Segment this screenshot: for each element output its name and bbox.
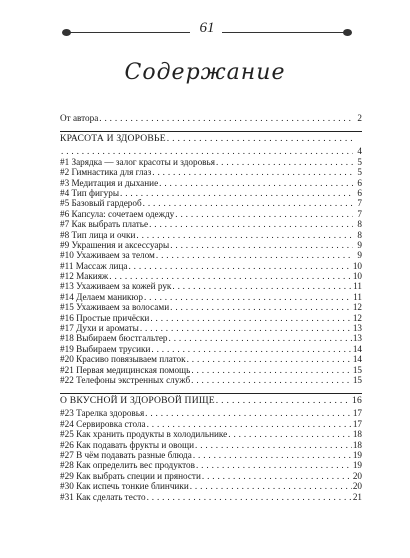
- toc-entry-label: #27 В чём подавать разные блюда: [60, 449, 192, 460]
- toc-entry[interactable]: [60, 408, 362, 418]
- dot-leader: [150, 313, 351, 323]
- toc-entry-label: #29 Как выбрать специи и пряности: [60, 470, 201, 481]
- toc-entry[interactable]: [60, 230, 362, 240]
- toc-entry-intro[interactable]: [60, 113, 362, 123]
- dot-leader: [140, 323, 352, 333]
- toc-entry-label: #17 Духи и ароматы: [60, 323, 139, 334]
- section-heading-label: О ВКУСНОЙ И ЗДОРОВОЙ ПИЩЕ: [60, 395, 215, 407]
- section-heading-label: КРАСОТА И ЗДОРОВЬЕ: [60, 133, 166, 145]
- dot-leader: [172, 281, 352, 291]
- toc-entry-page: 19: [352, 460, 362, 471]
- dot-leader: [170, 240, 353, 250]
- toc-entry-label: #25 Как хранить продукты в холодильнике: [60, 429, 228, 440]
- toc-section-lead[interactable]: [60, 146, 362, 156]
- toc-entry-page: 13: [352, 323, 362, 334]
- toc-entry[interactable]: [60, 292, 362, 302]
- toc-entry-label: #7 Как выбрать платье: [60, 219, 149, 230]
- toc-entry-page: 7: [357, 198, 362, 209]
- toc-section-heading[interactable]: [60, 134, 362, 146]
- dot-leader: [61, 146, 353, 156]
- dot-leader: [152, 167, 353, 177]
- toc-entry-label: #19 Выбираем трусики: [60, 343, 151, 354]
- toc-entry[interactable]: [60, 281, 362, 291]
- dot-leader: [144, 292, 352, 302]
- dot-leader: [136, 230, 353, 240]
- toc-entry-label: #28 Как определить вес продуктов: [60, 460, 195, 471]
- toc-entry-page: 9: [357, 250, 362, 261]
- toc-entry-label: #2 Гимнастика для глаз: [60, 167, 152, 178]
- dot-leader: [190, 481, 352, 491]
- dot-leader: [120, 188, 353, 198]
- toc-entry[interactable]: [60, 188, 362, 198]
- dot-leader: [195, 440, 352, 450]
- toc-entry[interactable]: [60, 157, 362, 167]
- toc-entry-page: 17: [352, 418, 362, 429]
- dot-leader: [216, 157, 353, 167]
- dot-leader: [187, 354, 352, 364]
- toc-entry-label: #22 Телефоны экстренных служб: [60, 374, 191, 385]
- toc-entry[interactable]: [60, 492, 362, 502]
- page-header: [62, 14, 352, 48]
- toc-entry[interactable]: [60, 313, 362, 323]
- toc-entry[interactable]: [60, 365, 362, 375]
- toc-entry-page: 7: [357, 208, 362, 219]
- toc-entry[interactable]: [60, 419, 362, 429]
- dot-leader: [143, 198, 353, 208]
- dot-leader: [170, 302, 352, 312]
- toc-entry[interactable]: [60, 250, 362, 260]
- toc-entry-label: #18 Выбираем бюстгальтер: [60, 333, 168, 344]
- toc-entry-page: 6: [357, 177, 362, 188]
- dot-leader: [202, 471, 352, 481]
- toc-entry[interactable]: [60, 219, 362, 229]
- toc-entry-label: #20 Красиво повязываем платок: [60, 354, 186, 365]
- dot-leader: [191, 375, 352, 385]
- dot-leader: [156, 250, 353, 260]
- toc-entry-page: 15: [352, 364, 362, 375]
- toc-entry[interactable]: [60, 375, 362, 385]
- toc-entry-label: #9 Украшения и аксессуары: [60, 239, 170, 250]
- toc-entry-page: 9: [357, 239, 362, 250]
- toc-entry-label: #12 Макияж: [60, 271, 109, 282]
- toc-entry-page: 18: [352, 439, 362, 450]
- dot-leader: [216, 396, 351, 406]
- dot-leader: [99, 113, 353, 123]
- dot-leader: [191, 365, 351, 375]
- toc-entry-page: 12: [352, 312, 362, 323]
- toc-entry[interactable]: [60, 167, 362, 177]
- toc-entry-label: #21 Первая медицинская помощь: [60, 364, 191, 375]
- dot-leader: [151, 344, 351, 354]
- toc-entry[interactable]: [60, 302, 362, 312]
- toc-section: [60, 393, 362, 502]
- toc-entry[interactable]: [60, 429, 362, 439]
- header-rule-right: [222, 32, 344, 33]
- dot-leader: [169, 333, 352, 343]
- toc-entry[interactable]: [60, 460, 362, 470]
- toc-entry[interactable]: [60, 240, 362, 250]
- toc-entry-page: 20: [352, 481, 362, 492]
- toc-entry-label: #23 Тарелка здоровья: [60, 408, 145, 419]
- page-number: 61: [199, 20, 215, 36]
- toc-entry[interactable]: [60, 198, 362, 208]
- toc-entry-page: 8: [357, 219, 362, 230]
- toc-section-heading[interactable]: [60, 396, 362, 408]
- toc-entry-page: 12: [352, 302, 362, 313]
- toc-entry-label: #11 Массаж лица: [60, 260, 128, 271]
- toc-entry-page: 11: [353, 291, 362, 302]
- toc-entry-label: #26 Как подавать фрукты и овощи: [60, 439, 194, 450]
- dot-leader: [149, 219, 353, 229]
- toc-entry-label: #16 Простые причёски: [60, 312, 150, 323]
- toc-entry[interactable]: [60, 323, 362, 333]
- toc-entry-page: 19: [352, 449, 362, 460]
- dot-leader: [159, 178, 353, 188]
- toc-entry-page: 6: [357, 187, 362, 198]
- dot-leader: [109, 271, 352, 281]
- dot-leader: [147, 492, 352, 502]
- toc-entry-page: 8: [357, 229, 362, 240]
- dot-leader: [196, 460, 352, 470]
- dot-leader: [228, 429, 352, 439]
- toc-entry-page: 4: [357, 146, 362, 157]
- toc-entry-label: #4 Тип фигуры: [60, 187, 119, 198]
- toc-entry-label: #31 Как сделать тесто: [60, 491, 146, 502]
- toc-entry-page: 2: [357, 113, 362, 123]
- toc-entry[interactable]: [60, 271, 362, 281]
- toc-entry[interactable]: [60, 450, 362, 460]
- toc-entry[interactable]: [60, 333, 362, 343]
- toc-entry[interactable]: [60, 178, 362, 188]
- dot-leader: [167, 134, 353, 144]
- toc-entry-page: 5: [357, 167, 362, 178]
- toc-entry-page: 14: [352, 354, 362, 365]
- toc-entry-label: #15 Ухаживаем за волосами: [60, 302, 170, 313]
- toc-entry-label: От автора: [60, 113, 99, 123]
- toc-entry[interactable]: [60, 481, 362, 491]
- toc-entry-page: 5: [357, 156, 362, 167]
- dot-leader: [128, 261, 351, 271]
- table-of-contents: [60, 113, 362, 502]
- dot-leader: [145, 408, 352, 418]
- toc-entry-label: #30 Как испечь тонкие блинчики: [60, 481, 189, 492]
- toc-entry-label: #10 Ухаживаем за телом: [60, 250, 155, 261]
- toc-entry-page: 14: [352, 343, 362, 354]
- toc-entry[interactable]: [60, 440, 362, 450]
- toc-entry-page: 18: [352, 429, 362, 440]
- toc-entry[interactable]: [60, 354, 362, 364]
- toc-entry-page: 20: [352, 470, 362, 481]
- toc-entry-page: 10: [352, 260, 362, 271]
- toc-entry-page: 11: [353, 281, 362, 292]
- toc-entry-page: 21: [352, 491, 362, 502]
- toc-entry-label: #24 Сервировка стола: [60, 418, 146, 429]
- dot-leader: [193, 450, 352, 460]
- toc-entry-page: 17: [352, 408, 362, 419]
- toc-entry[interactable]: [60, 471, 362, 481]
- toc-entry-page: 13: [352, 333, 362, 344]
- toc-entry-label: #14 Делаем маникюр: [60, 291, 143, 302]
- toc-entry-label: #8 Тип лица и очки: [60, 229, 136, 240]
- contents-title: Содержание: [124, 60, 286, 85]
- toc-entry[interactable]: [60, 344, 362, 354]
- toc-entry[interactable]: [60, 261, 362, 271]
- toc-entry-label: #3 Медитация и дыхание: [60, 177, 159, 188]
- toc-entry-page: 15: [352, 374, 362, 385]
- toc-section: [60, 131, 362, 385]
- toc-entry-label: #13 Ухаживаем за кожей рук: [60, 281, 172, 292]
- toc-entry-label: #1 Зарядка — залог красоты и здоровья: [60, 156, 215, 167]
- toc-entry-page: 10: [352, 271, 362, 282]
- dot-leader: [175, 209, 353, 219]
- dot-leader: [147, 419, 352, 429]
- toc-entry-label: #5 Базовый гардероб: [60, 198, 142, 209]
- toc-entry[interactable]: [60, 209, 362, 219]
- ornament-right-icon: [343, 29, 352, 36]
- toc-entry-label: #6 Капсула: сочетаем одежду: [60, 208, 175, 219]
- section-heading-page: 16: [352, 395, 362, 407]
